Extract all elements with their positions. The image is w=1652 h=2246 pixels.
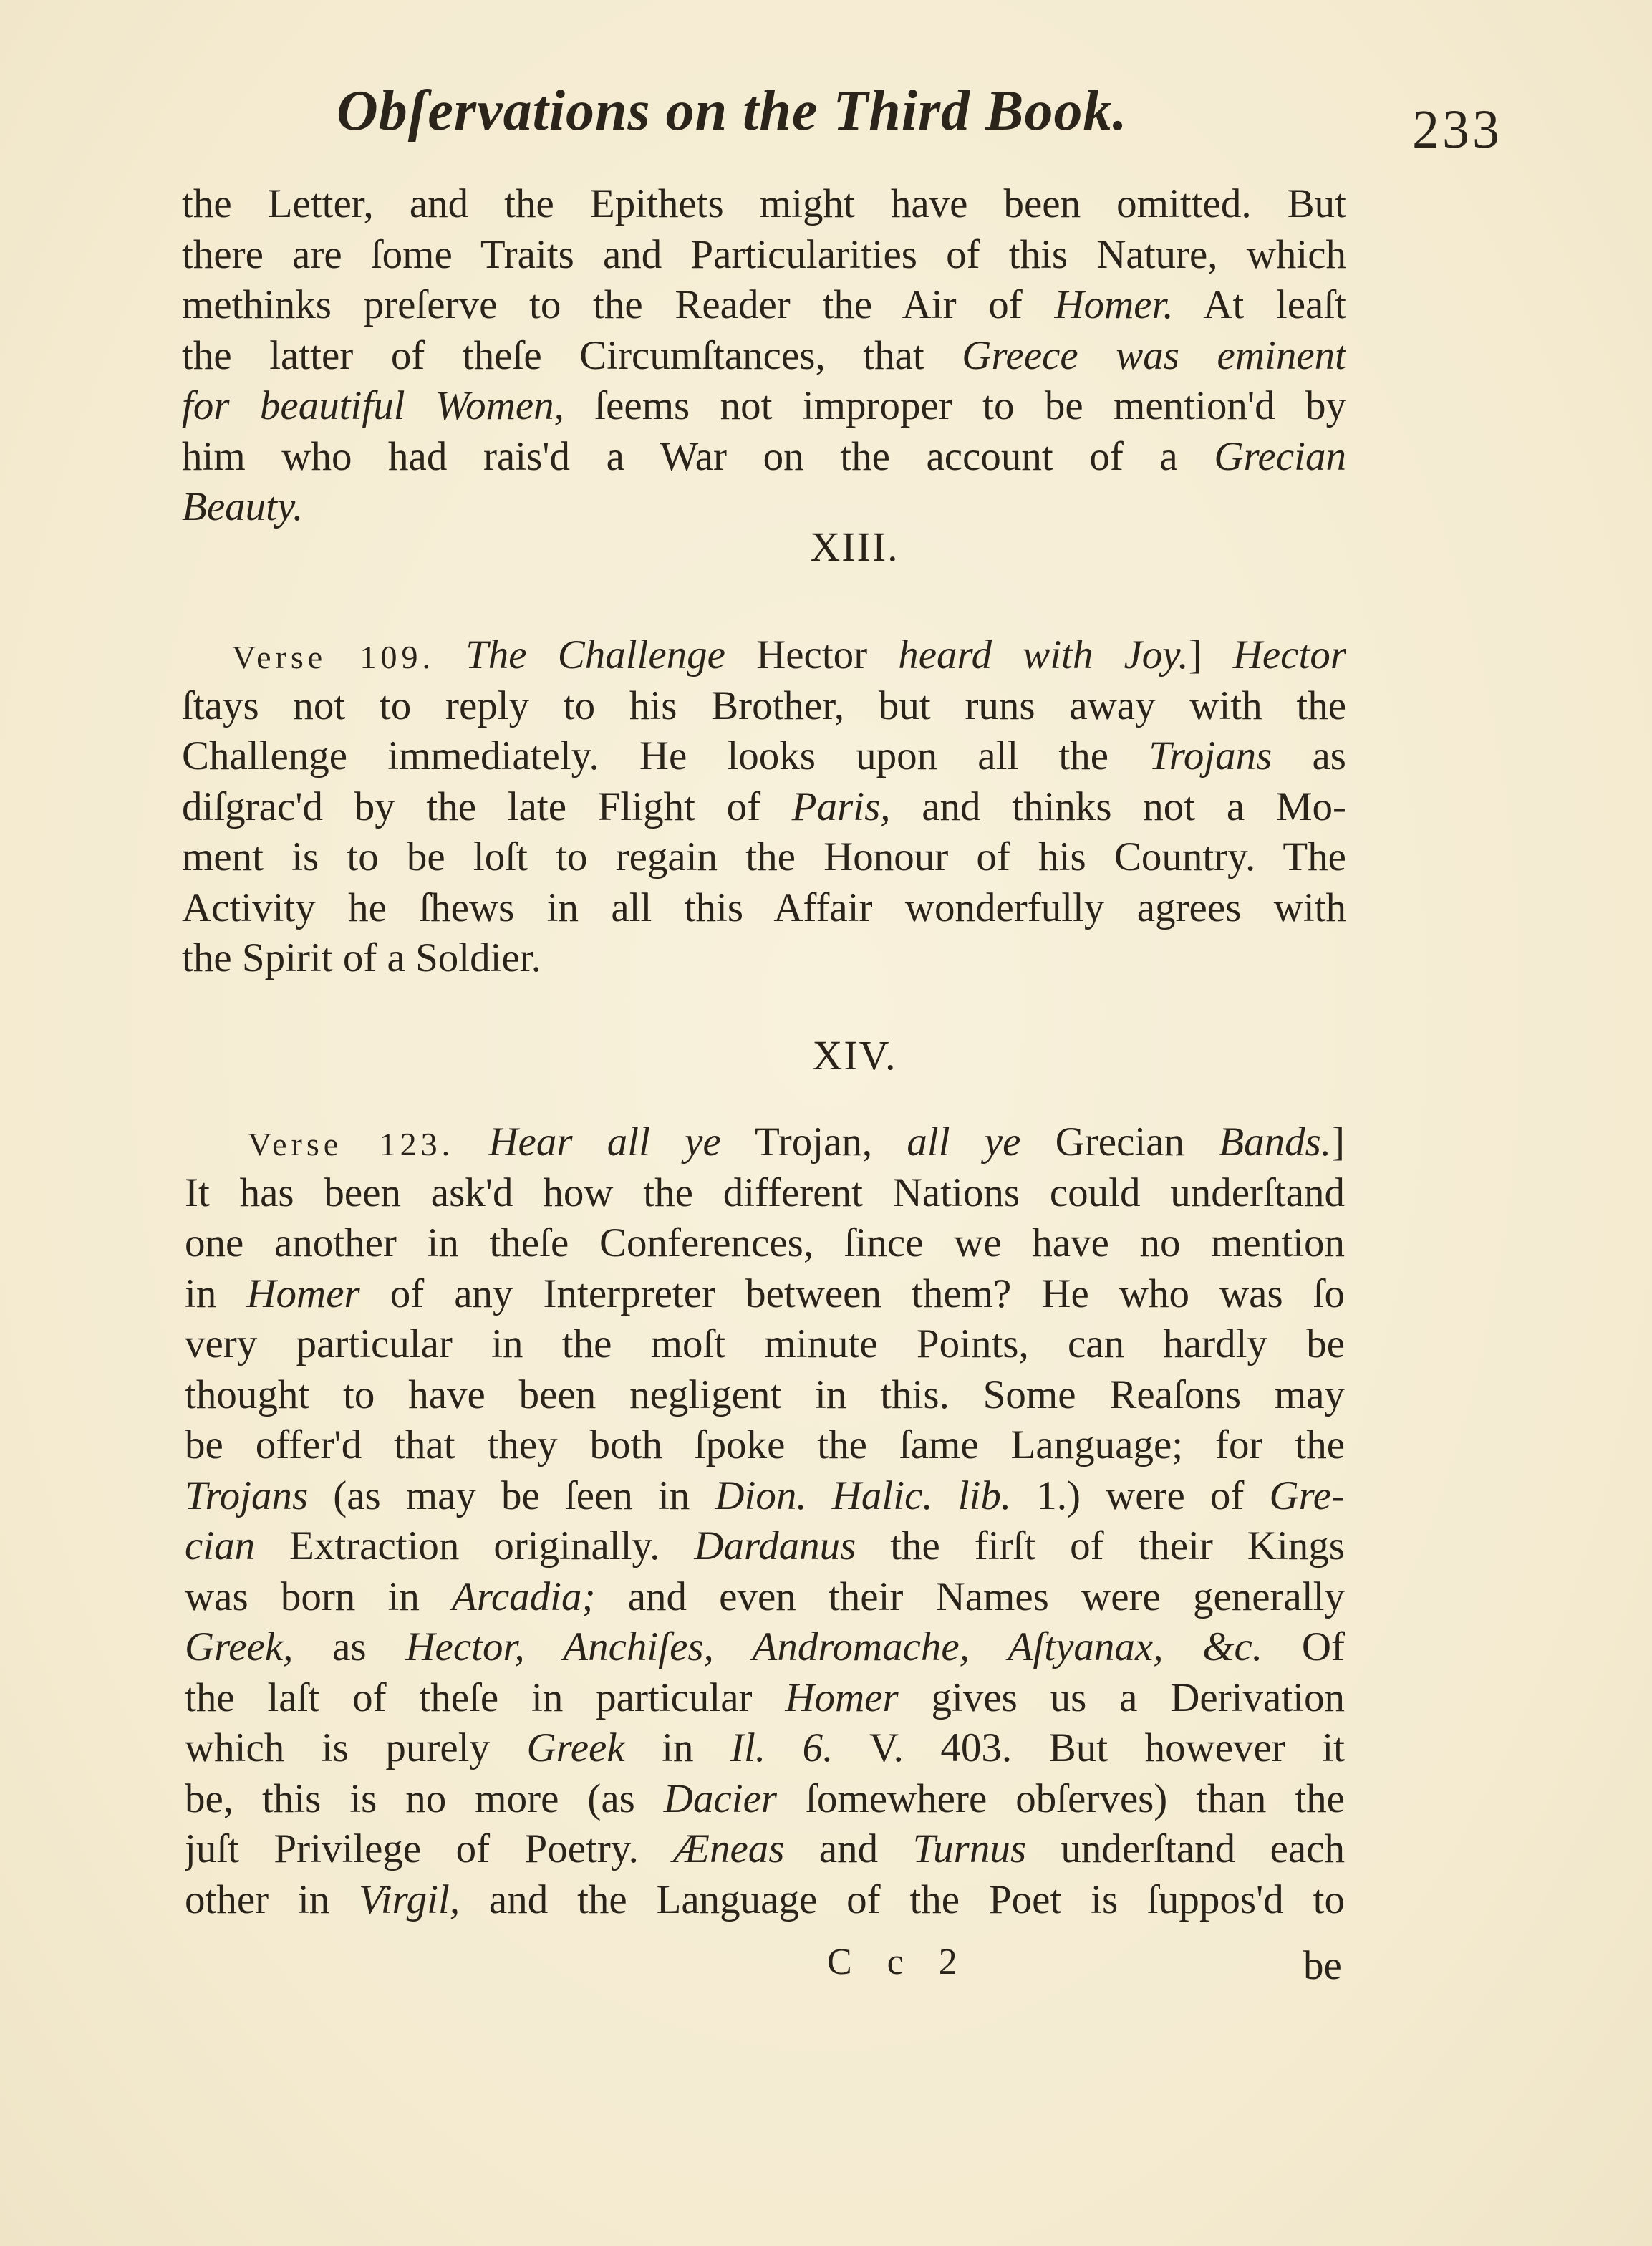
text-line [185, 1370, 1345, 1421]
italic-run: Gre- [1269, 1473, 1345, 1518]
text-line [185, 1723, 1345, 1774]
text-run: ſtays not to reply to his Brother, but runs away with the [182, 683, 1346, 728]
text-run: the latter of theſe Circumſtances, that [182, 332, 962, 378]
italic-run: Hector, Anchiſes, Andromache, Aſtyanax, &c. [405, 1624, 1263, 1669]
text-run: in [624, 1725, 731, 1770]
italic-run: Il. 6. [730, 1725, 834, 1770]
signature-mark: C c 2 [827, 1942, 970, 1982]
text-line [182, 179, 1346, 230]
italic-run: Trojans [185, 1473, 309, 1518]
text-run: Trojan, [720, 1119, 907, 1165]
section-heading-xiv: XIV. [812, 1032, 897, 1079]
text-line [182, 832, 1346, 883]
italic-run: Trojans [1149, 733, 1272, 779]
text-run: the firſt of their Kings [856, 1523, 1345, 1568]
italic-run: Paris, [791, 784, 891, 829]
text-line [185, 1168, 1345, 1219]
text-run: and thinks not a Mo- [890, 784, 1346, 829]
catchword: be [1303, 1943, 1342, 1988]
italic-run: Dion. Halic. lib. [715, 1473, 1012, 1518]
text-run: methinks preſerve to the Reader the Air of [182, 282, 1055, 327]
continuation-paragraph [182, 179, 1346, 533]
text-line [182, 381, 1346, 432]
text-run: Activity he ſhews in all this Affair wonderfully agrees with [182, 885, 1346, 930]
text-line [182, 432, 1346, 483]
italic-run: Greek, [185, 1624, 294, 1669]
section-xiv-paragraph [185, 1117, 1345, 1925]
text-line [185, 1521, 1345, 1572]
text-run: which is purely [185, 1725, 527, 1770]
text-run: thought to have been negligent in this. Some Reaſons may [185, 1372, 1345, 1417]
text-line [185, 1572, 1345, 1623]
running-head: Obſervations on the Third Book. [337, 79, 1128, 143]
text-line [185, 1269, 1345, 1320]
text-run: ſomewhere obſerves) than the [777, 1775, 1345, 1821]
text-line [185, 1622, 1345, 1673]
text-line [182, 782, 1346, 833]
text-run: very particular in the moſt minute Points, can hardly be [185, 1321, 1345, 1367]
text-line [185, 1471, 1345, 1522]
text-run: in [185, 1271, 247, 1316]
text-run: diſgrac'd by the late Flight of [182, 784, 792, 829]
italic-run: Dacier [663, 1775, 778, 1821]
text-run: and [784, 1826, 913, 1871]
italic-run: Æneas [673, 1826, 785, 1871]
text-run: Hector [725, 632, 899, 678]
section-xiii-paragraph [182, 630, 1346, 984]
italic-run: Hear all ye [488, 1119, 721, 1165]
text-run: Extraction originally. [255, 1523, 695, 1568]
text-run: other in [185, 1876, 359, 1922]
italic-run: Greece was eminent [962, 332, 1346, 378]
text-run: ] [1188, 632, 1233, 678]
text-run: the Letter, and the Epithets might have been omitted. But [182, 181, 1346, 226]
text-line [185, 1117, 1345, 1168]
italic-run: Greek [526, 1725, 625, 1770]
text-run: juſt Privilege of Poetry. [185, 1826, 674, 1871]
text-run: underſtand each [1026, 1826, 1345, 1871]
text-line [182, 731, 1346, 782]
text-run: as [1272, 733, 1346, 779]
text-run: be, this is no more (as [185, 1775, 664, 1821]
verse-label: Verse 123. [248, 1126, 455, 1162]
italic-run: Arcadia; [452, 1573, 596, 1619]
italic-run: Homer [785, 1674, 899, 1720]
text-run: be offer'd that they both ſpoke the ſame Language; for the [185, 1422, 1345, 1467]
text-run: the laſt of theſe in particular [185, 1674, 786, 1720]
text-run: At leaſt [1173, 282, 1346, 327]
text-run: It has been ask'd how the different Nations could underſtand [185, 1170, 1345, 1215]
text-line [182, 933, 1346, 984]
text-run: Of [1262, 1624, 1345, 1669]
italic-run: for beautiful Women, [182, 383, 564, 428]
text-line [182, 630, 1346, 681]
text-line [185, 1218, 1345, 1269]
text-run: ſeems not improper to be mention'd by [564, 383, 1346, 428]
page-number: 233 [1412, 100, 1502, 160]
text-line [185, 1824, 1345, 1875]
text-line [185, 1420, 1345, 1471]
text-run: was born in [185, 1573, 452, 1619]
italic-run: The Challenge [465, 632, 725, 678]
verse-label: Verse 109. [232, 639, 435, 675]
text-line [182, 331, 1346, 382]
text-line [182, 230, 1346, 281]
italic-run: Hector [1232, 632, 1346, 678]
text-run: Grecian [1020, 1119, 1219, 1165]
text-run: V. 403. But however it [833, 1725, 1345, 1770]
text-run: of any Interpreter between them? He who was ſo [359, 1271, 1345, 1316]
italic-run: heard with Joy. [898, 632, 1189, 678]
italic-run: all ye [907, 1119, 1021, 1165]
italic-run: Bands. [1219, 1119, 1332, 1165]
italic-run: Grecian [1214, 433, 1346, 479]
italic-run: Dardanus [694, 1523, 856, 1568]
italic-run: Virgil, [359, 1876, 460, 1922]
text-line [185, 1673, 1345, 1724]
text-run: and even their Names were generally [595, 1573, 1345, 1619]
text-line [185, 1875, 1345, 1926]
italic-run: cian [185, 1523, 256, 1568]
italic-run: Homer [246, 1271, 360, 1316]
italic-run: Homer. [1054, 282, 1174, 327]
section-heading-xiii: XIII. [810, 524, 899, 570]
text-run: there are ſome Traits and Particularities of this Nature, which [182, 231, 1346, 277]
text-run: him who had rais'd a War on the account of a [182, 433, 1214, 479]
text-run: the Spirit of a Soldier. [182, 935, 541, 980]
italic-run: Beauty. [182, 484, 304, 529]
text-run: (as may be ſeen in [308, 1473, 715, 1518]
text-line [182, 280, 1346, 331]
text-run: as [293, 1624, 406, 1669]
text-run: one another in theſe Conferences, ſince we have no mention [185, 1220, 1345, 1266]
text-line [185, 1774, 1345, 1825]
text-run: and the Language of the Poet is ſuppos'd to [460, 1876, 1345, 1922]
italic-run: Turnus [912, 1826, 1027, 1871]
text-run: Challenge immediately. He looks upon all the [182, 733, 1149, 779]
text-run: gives us a Derivation [898, 1674, 1345, 1720]
text-line [182, 681, 1346, 732]
text-run: 1.) were of [1011, 1473, 1270, 1518]
text-line [185, 1319, 1345, 1370]
text-run: ] [1331, 1119, 1345, 1165]
text-run: ment is to be loſt to regain the Honour of his Country. The [182, 834, 1346, 879]
text-line [182, 883, 1346, 934]
